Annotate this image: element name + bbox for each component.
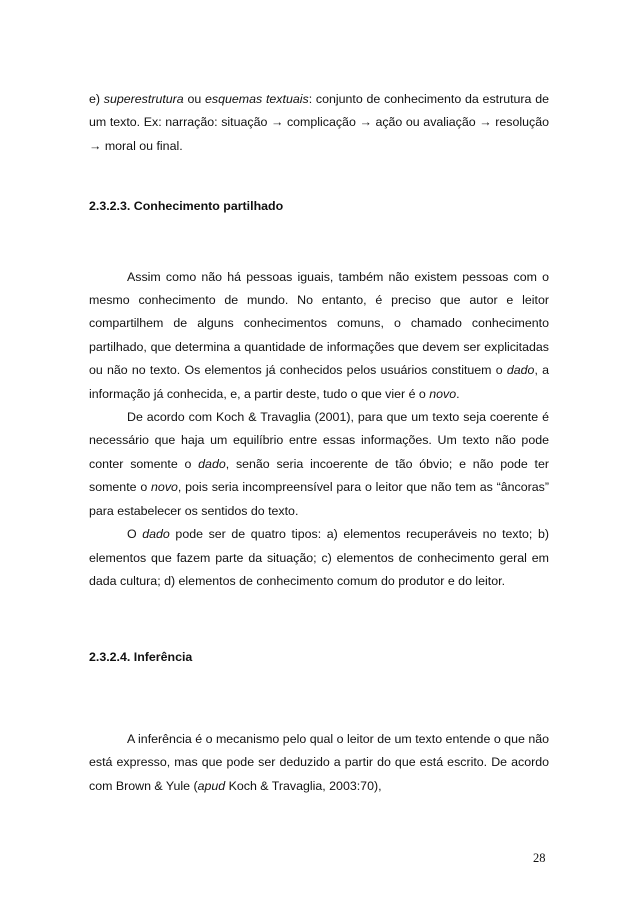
paragraph-conhecimento-3 (89, 523, 549, 593)
italic-term-dado: dado (506, 363, 535, 378)
text-run: A inferência é o mecanismo pelo qual o leitor de um texto entende o que não está expresso, mas que pode ser deduzido a partir do que está escrito. De acordo com Brown & Yule ( (89, 731, 549, 793)
italic-term-apud: apud (197, 778, 226, 793)
text-run: O (127, 527, 143, 542)
paragraph-conhecimento-1 (89, 266, 549, 406)
item-e-paragraph (89, 88, 549, 158)
item-e-term-esquemas: esquemas textuais (205, 92, 309, 106)
italic-term-dado: dado (198, 456, 226, 471)
section-heading-conhecimento-partilhado: 2.3.2.3. Conhecimento partilhado (89, 199, 284, 214)
text-run: Assim como não há pessoas iguais, também não existem pessoas com o mesmo conhecimento de mundo. No entanto, é preciso que autor e leitor compartilhem de alguns conhecimentos comuns, o chamado conhecimento partilhado, que determina a quantidade de informações que devem ser explicitadas ou não no texto. Os elementos já conhecidos pelos usuários constituem o (89, 269, 549, 378)
italic-term-novo: novo (151, 480, 178, 495)
text-run: De acordo com Koch & Travaglia (2001), para que um texto seja coerente é necessário que haja um equilíbrio entre essas informações. Um texto não pode conter somente o (89, 410, 549, 471)
item-e-term-superestrutura: superestrutura (103, 92, 184, 106)
item-e-rest: : conjunto de conhecimento da estrutura de um texto. Ex: narração: situação → complicação → ação ou avaliação → resolução → moral ou final. (89, 92, 549, 153)
text-run: Koch & Travaglia, 2003:70), (225, 778, 382, 793)
text-run: , senão seria incoerente de tão óbvio; e não pode ter somente o (89, 456, 549, 495)
page-body (89, 88, 549, 798)
text-run: , pois seria incompreensível para o leitor que não tem as “âncoras” para estabelecer os sentidos do texto. (89, 480, 549, 518)
text-run: . (456, 386, 460, 401)
page-number: 28 (533, 851, 546, 865)
text-run: pode ser de quatro tipos: a) elementos recuperáveis no texto; b) elementos que fazem parte da situação; c) elementos de conhecimento geral em dada cultura; d) elementos de conhecimento comum do produtor e do leitor. (89, 527, 549, 588)
item-e-conjunction: ou (183, 92, 206, 106)
paragraph-conhecimento-2 (89, 406, 549, 523)
section-heading-inferencia: 2.3.2.4. Inferência (89, 650, 193, 665)
text-run: , a informação já conhecida, e, a partir deste, tudo o que vier é o (89, 363, 549, 401)
italic-term-novo: novo (429, 386, 457, 401)
item-e-prefix: e) (89, 92, 104, 106)
paragraph-inferencia-1 (89, 728, 549, 798)
italic-term-dado: dado (142, 527, 170, 542)
